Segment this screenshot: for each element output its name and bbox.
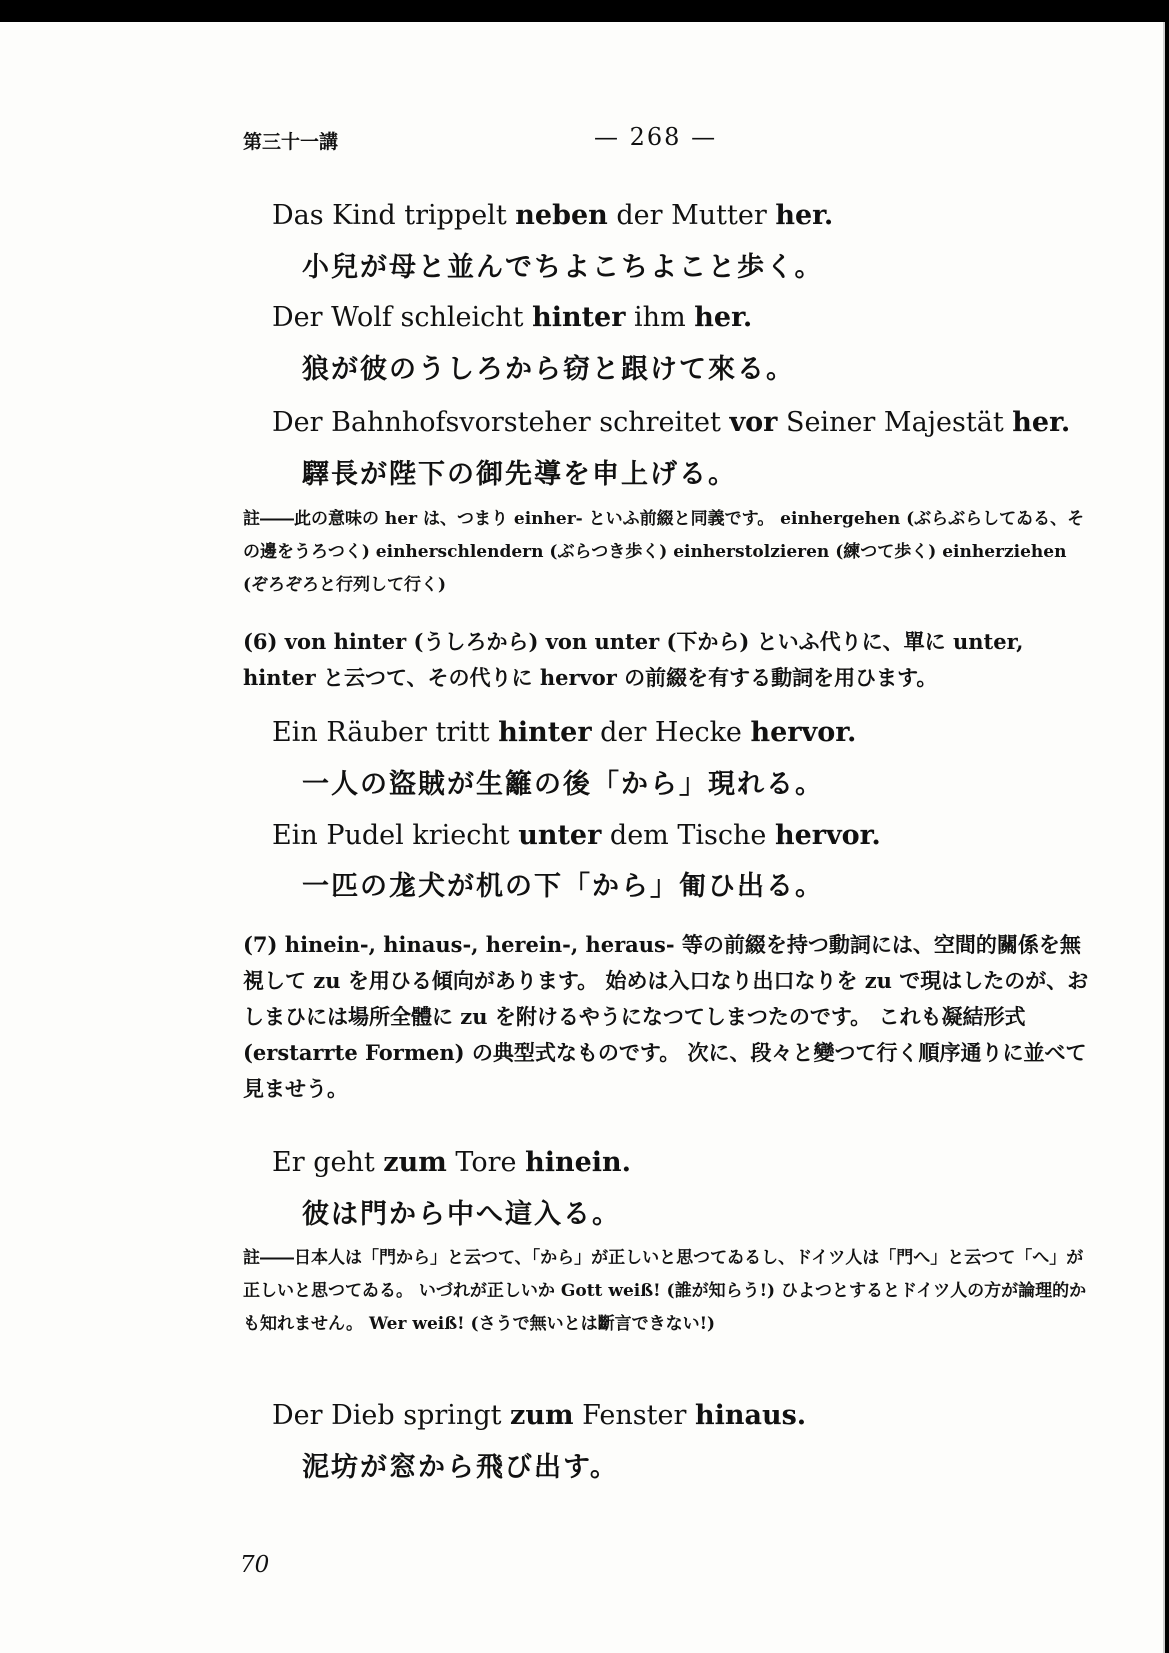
german-sentence: Ein Pudel kriecht unter dem Tische hervor. — [272, 820, 881, 851]
page-number-header: — 268 — — [594, 123, 718, 151]
japanese-translation: 狼が彼のうしろから窃と跟けて來る。 — [302, 354, 795, 385]
japanese-translation: 一人の盜賊が生籬の後「から」現れる。 — [302, 769, 824, 800]
chapter-heading: 第三十一講 — [243, 131, 339, 153]
japanese-translation: 驛長が陛下の御先導を申上げる。 — [302, 459, 737, 490]
german-sentence: Der Bahnhofsvorsteher schreitet vor Seiner Majestät her. — [272, 407, 1071, 438]
german-sentence: Der Wolf schleicht hinter ihm her. — [272, 302, 753, 333]
german-sentence: Ein Räuber tritt hinter der Hecke hervor. — [272, 717, 857, 748]
body-paragraph: (6) von hinter (うしろから) von unter (下から) といふ代りに、單に unter, hinter と云つて、その代りに hervor の前綴を有する動詞を用ひます。 — [243, 629, 1024, 690]
german-sentence: Der Dieb springt zum Fenster hinaus. — [272, 1400, 807, 1431]
japanese-translation: 一匹の尨犬が机の下「から」匍ひ出る。 — [302, 871, 824, 902]
japanese-translation: 泥坊が窓から飛び出す。 — [302, 1452, 619, 1483]
body-paragraph: (7) hinein-, hinaus-, herein-, heraus- 等の前綴を持つ動詞には、空間的關係を無視して zu を用ひる傾向があります。 始めは入口なり出口なりを zu で現はしたのが、おしまひには場所全體に zu を附けるやうになつてしまつたのです。 これも凝結形式 (erstarrte Formen) の典型式なものです。 次に、段々と變つて行く順序通りに並べて見ませう。 — [243, 932, 1089, 1101]
japanese-translation: 彼は門から中へ這入る。 — [302, 1199, 621, 1230]
annotation-note: 註――此の意味の her は、つまり einher- といふ前綴と同義です。 einhergehen (ぶらぶらしてゐる、その邊をうろつく) einherschlendern (ぶらつき歩く) einherstolzieren (練つて歩く) einherziehen (ぞろぞろと行列して行く) — [243, 509, 1085, 595]
book-page — [0, 22, 1165, 1653]
annotation-note: 註――日本人は「門から」と云つて、「から」が正しいと思つてゐるし、ドイツ人は「門へ」と云つて「へ」が正しいと思つてゐる。 いづれが正しいか Gott weiß! (誰が知らう!) ひよつとするとドイツ人の方が論理的かも知れません。 Wer weiß! (さうで無いとは斷言できない!) — [243, 1248, 1087, 1334]
japanese-translation: 小兒が母と並んでちよこちよこと歩く。 — [302, 252, 824, 283]
german-sentence: Das Kind trippelt neben der Mutter her. — [272, 200, 834, 231]
page-number-footer: 70 — [240, 1552, 270, 1578]
german-sentence: Er geht zum Tore hinein. — [272, 1147, 632, 1178]
